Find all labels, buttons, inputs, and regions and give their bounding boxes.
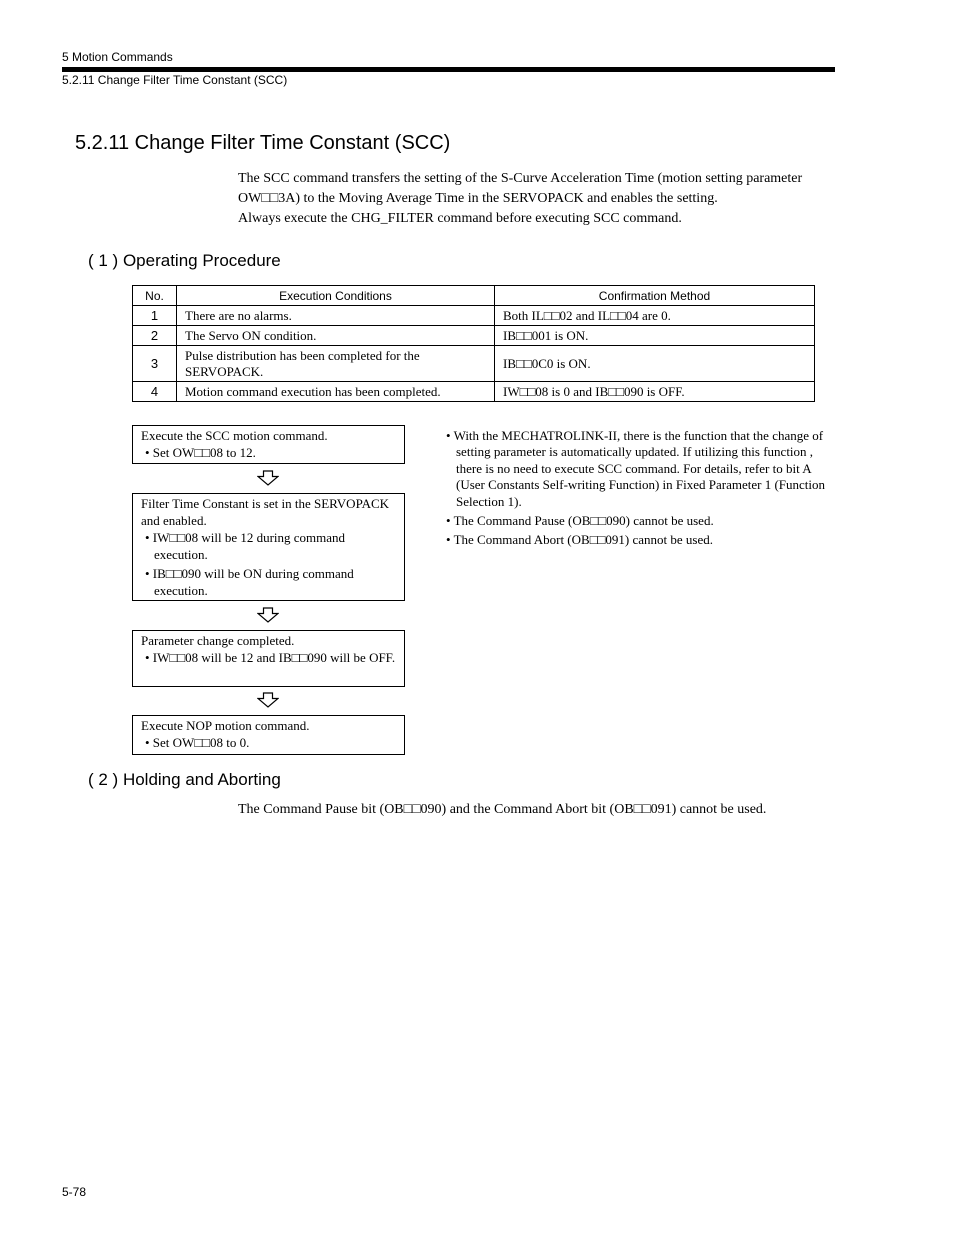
row-number: 2: [133, 326, 177, 346]
flow-step-bullet: • IW□□08 will be 12 during command execution.: [145, 530, 346, 562]
row-condition: The Servo ON condition.: [177, 326, 495, 346]
subheading-operating-procedure: ( 1 ) Operating Procedure: [88, 251, 281, 270]
header-rule: [62, 67, 835, 72]
running-header-section: 5.2.11 Change Filter Time Constant (SCC): [62, 73, 288, 87]
row-method: IB□□001 is ON.: [495, 326, 815, 346]
down-arrow-icon: [257, 470, 279, 486]
down-arrow-icon: [257, 607, 279, 623]
column-header-method: Confirmation Method: [495, 286, 815, 306]
row-method: IW□□08 is 0 and IB□□090 is OFF.: [495, 382, 815, 402]
column-header-no: No.: [133, 286, 177, 306]
table-row: [133, 326, 815, 346]
flow-step-bullet: • IW□□08 will be 12 and IB□□090 will be OFF.: [145, 650, 396, 665]
flow-step-box: [132, 630, 405, 687]
table-row: [133, 346, 815, 382]
column-header-conditions: Execution Conditions: [177, 286, 495, 306]
running-header-chapter: 5 Motion Commands: [62, 50, 173, 64]
table-header-row: [133, 286, 815, 306]
intro-paragraph-1: The SCC command transfers the setting of the S-Curve Acceleration Time (motion setting parameter OW□□3A) to the Moving Average Time in the SERVOPACK and enables the setting.: [238, 171, 803, 206]
note-item: • The Command Pause (OB□□090) cannot be used.: [446, 513, 714, 529]
down-arrow-icon: [257, 692, 279, 708]
row-method: Both IL□□02 and IL□□04 are 0.: [495, 306, 815, 326]
flow-step-heading: Filter Time Constant is set in the SERVOPACK and enabled.: [141, 496, 390, 528]
row-condition: Pulse distribution has been completed for the SERVOPACK.: [177, 346, 495, 382]
row-condition: There are no alarms.: [177, 306, 495, 326]
note-item: • With the MECHATROLINK-II, there is the function that the change of setting parameter is automatically updated. If utilizing this function , there is no need to execute SCC command. For details, refer to bit A (User Constants Self-writing Function) in Fixed Parameter 1 (Function Selection 1).: [446, 428, 826, 509]
row-condition: Motion command execution has been completed.: [177, 382, 495, 402]
row-number: 3: [133, 346, 177, 382]
flow-step-heading: Execute NOP motion command.: [141, 718, 310, 733]
flow-step-box: [132, 715, 405, 755]
flow-step-bullet: • Set OW□□08 to 0.: [145, 735, 250, 750]
table-row: [133, 306, 815, 326]
operation-notes: [446, 428, 836, 552]
flow-step-box: [132, 493, 405, 601]
flow-step-heading: Parameter change completed.: [141, 633, 295, 648]
note-item: • The Command Abort (OB□□091) cannot be used.: [446, 532, 713, 548]
flow-step-bullet: • Set OW□□08 to 12.: [145, 445, 256, 460]
section-title: 5.2.11 Change Filter Time Constant (SCC): [75, 132, 451, 154]
row-number: 1: [133, 306, 177, 326]
page-number: 5-78: [62, 1185, 87, 1199]
flow-step-box: [132, 425, 405, 464]
row-number: 4: [133, 382, 177, 402]
row-method: IB□□0C0 is ON.: [495, 346, 815, 382]
table-row: [133, 382, 815, 402]
holding-aborting-text: The Command Pause bit (OB□□090) and the Command Abort bit (OB□□091) cannot be used.: [238, 802, 767, 817]
execution-conditions-table: [132, 285, 815, 402]
flow-step-heading: Execute the SCC motion command.: [141, 428, 328, 443]
intro-paragraph-2: Always execute the CHG_FILTER command before executing SCC command.: [238, 211, 682, 226]
flow-step-bullet: • IB□□090 will be ON during command execution.: [145, 566, 354, 598]
intro-text: [238, 169, 838, 229]
subheading-holding-aborting: ( 2 ) Holding and Aborting: [88, 770, 281, 789]
